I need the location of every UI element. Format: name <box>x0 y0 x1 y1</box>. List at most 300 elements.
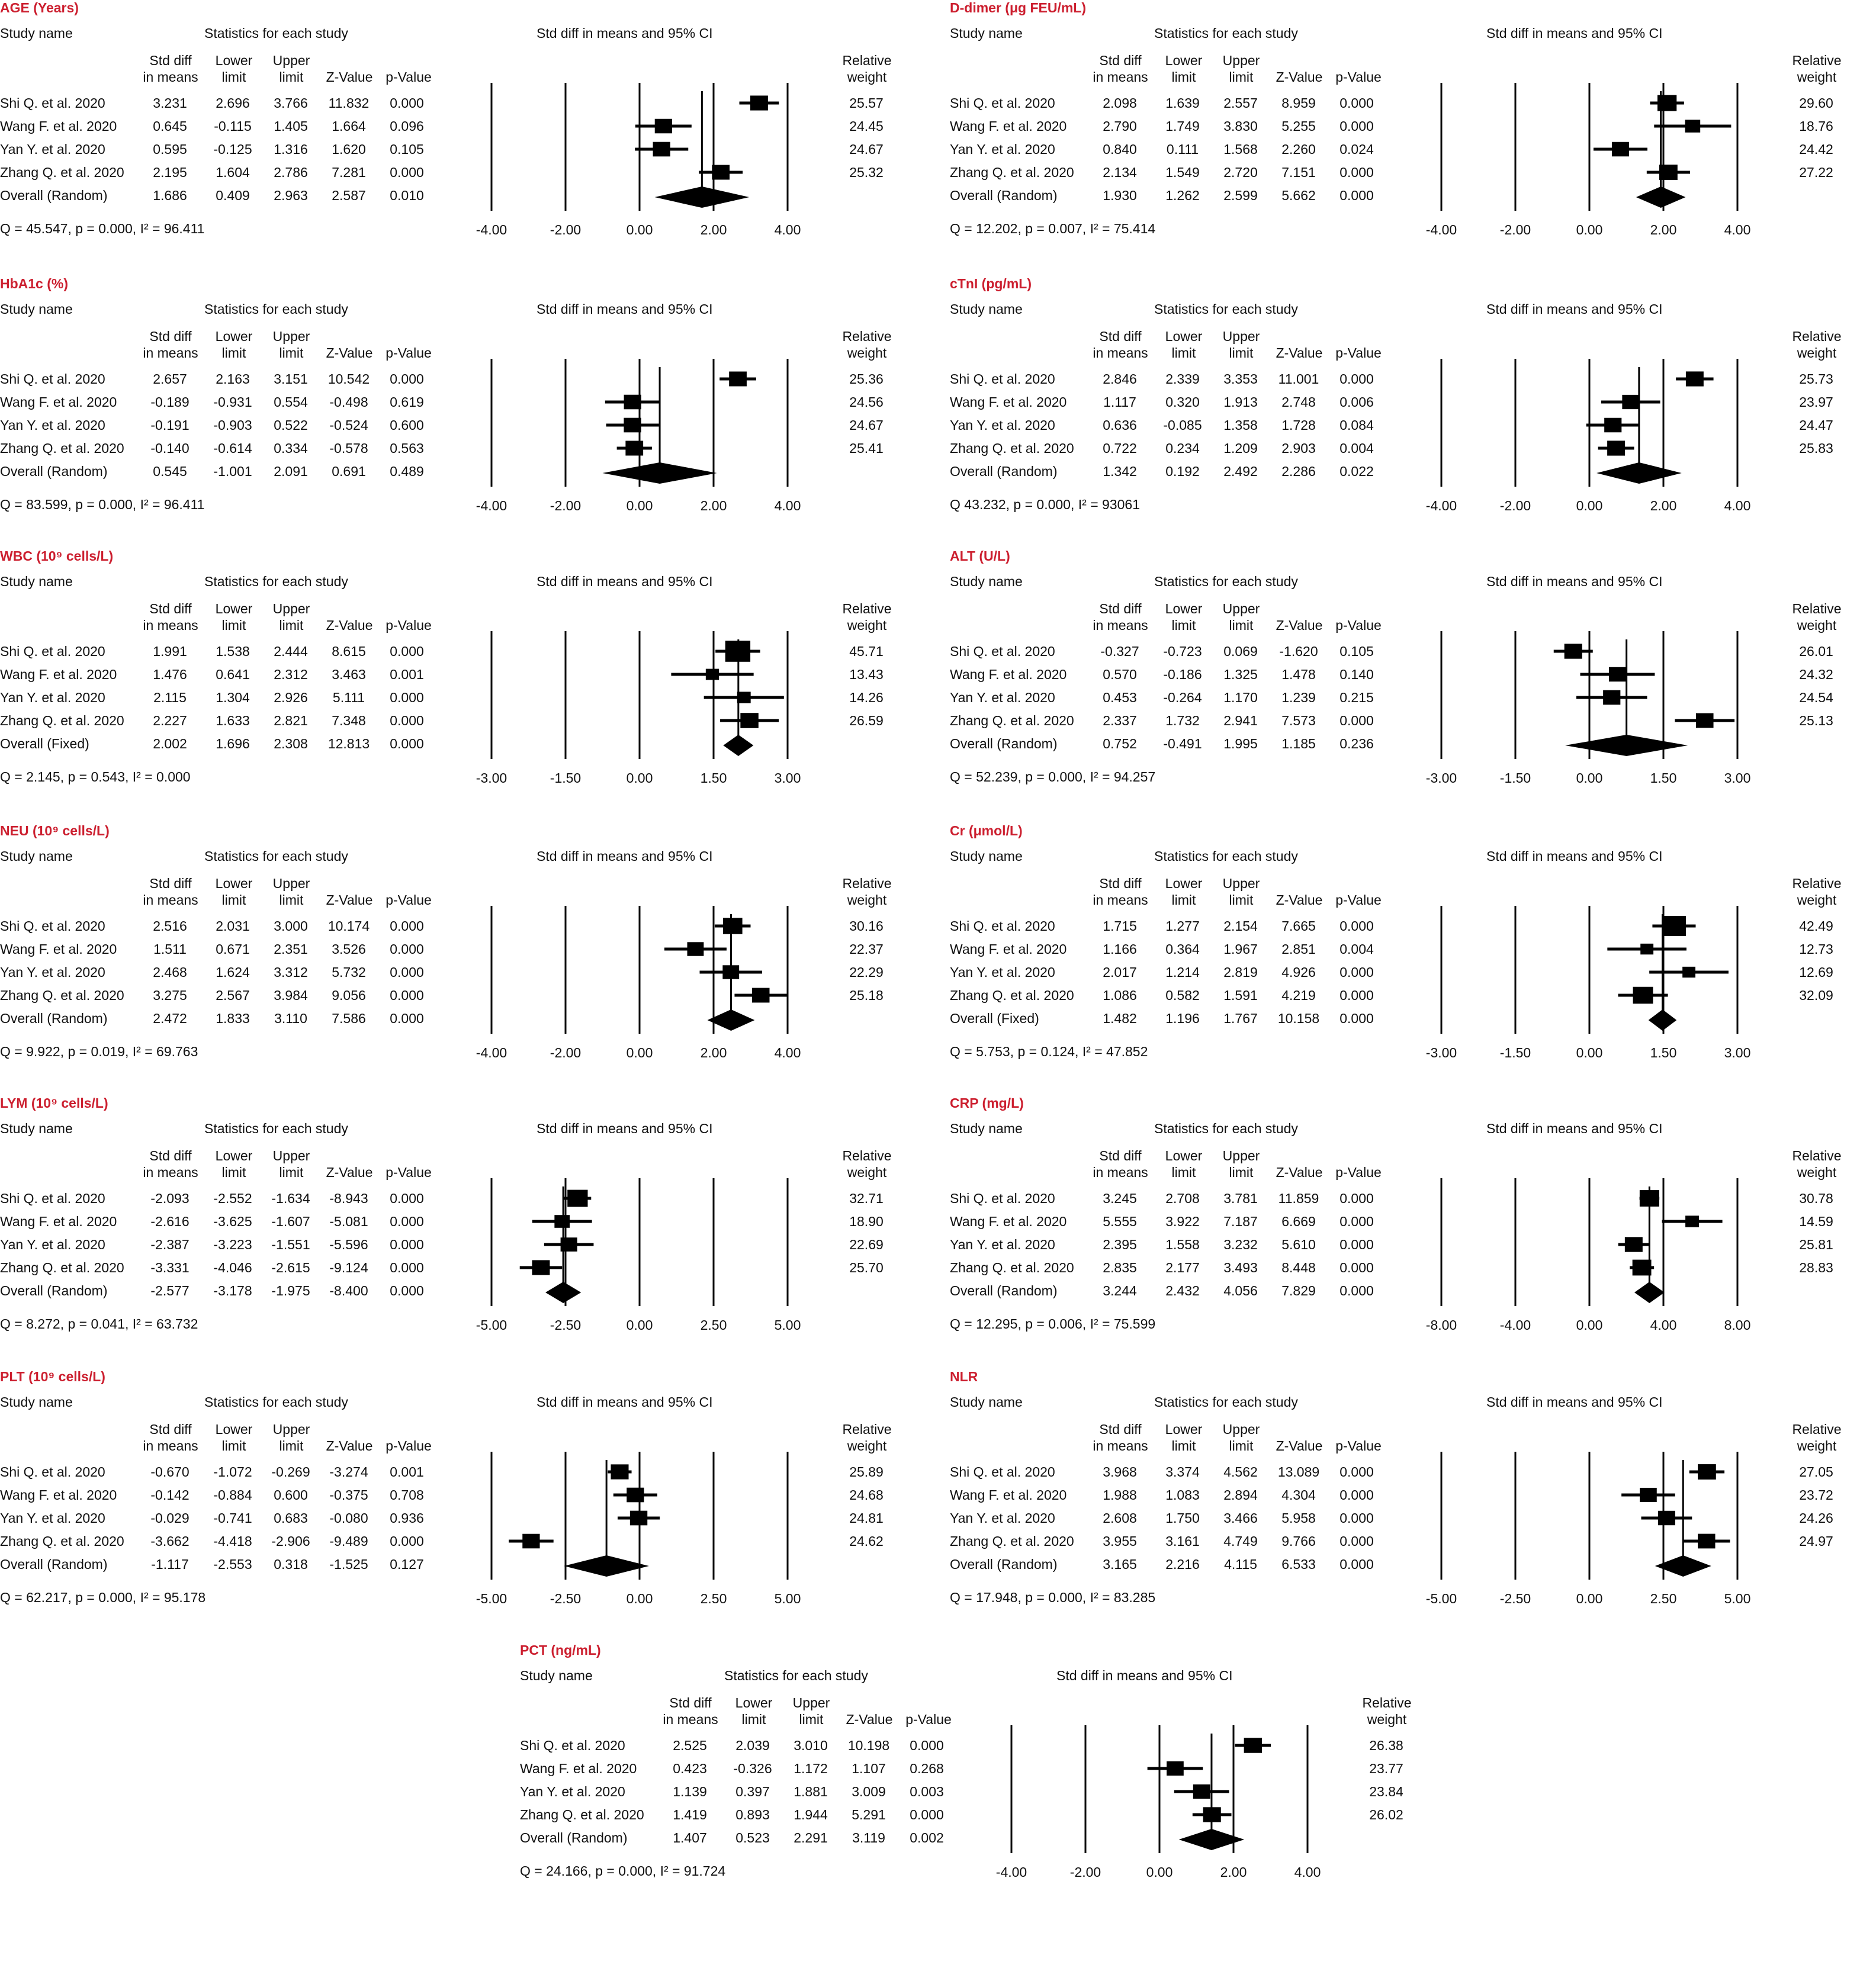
value-p: 0.000 <box>390 941 424 957</box>
value-upper: 1.881 <box>794 1784 828 1799</box>
axis-tick-label: 0.00 <box>626 1045 653 1060</box>
value-p: 0.000 <box>390 371 424 387</box>
header-statistics: Statistics for each study <box>1154 1121 1298 1136</box>
effect-size-marker <box>688 942 704 956</box>
relative-weight: 24.68 <box>849 1487 884 1503</box>
overall-diamond <box>1634 1282 1665 1303</box>
value-z: 7.151 <box>1281 165 1316 180</box>
study-name: Zhang Q. et al. 2020 <box>950 1260 1074 1275</box>
header-z-value: Z-Value <box>326 618 373 633</box>
effect-size-marker <box>624 418 641 433</box>
value-upper: 2.819 <box>1223 964 1258 980</box>
header-lower-limit: Lower <box>215 53 253 68</box>
axis-tick-label: 4.00 <box>1294 1864 1321 1880</box>
value-z: 10.174 <box>327 918 370 934</box>
value-lower: -2.552 <box>213 1191 252 1206</box>
header-relative-weight: Relative <box>1792 601 1842 616</box>
value-lower: 2.708 <box>1165 1191 1200 1206</box>
relative-weight: 25.70 <box>849 1260 884 1275</box>
relative-weight: 25.81 <box>1799 1237 1833 1252</box>
heterogeneity-stats: Q = 8.272, p = 0.041, I² = 63.732 <box>0 1316 198 1332</box>
value-z: 5.291 <box>852 1807 886 1822</box>
overall-p: 0.000 <box>1339 1557 1374 1572</box>
study-name: Yan Y. et al. 2020 <box>950 1237 1055 1252</box>
header-relative-weight: Relative <box>1792 53 1842 68</box>
header-std-diff: in means <box>1093 1165 1148 1180</box>
value-upper: 2.444 <box>274 644 308 659</box>
overall-label: Overall (Random) <box>950 1557 1058 1572</box>
overall-diamond <box>602 462 717 484</box>
effect-size-marker <box>1622 395 1639 409</box>
value-z: -9.489 <box>329 1533 368 1549</box>
axis-tick-label: -2.00 <box>550 1045 582 1060</box>
header-upper-limit: limit <box>279 618 304 633</box>
value-z: 3.009 <box>852 1784 886 1799</box>
value-z: 11.832 <box>328 95 370 111</box>
study-name: Wang F. et al. 2020 <box>0 118 117 134</box>
value-upper: 2.941 <box>1223 713 1258 728</box>
header-upper-limit: limit <box>1229 618 1254 633</box>
value-smd: -0.670 <box>150 1464 189 1480</box>
value-p: 0.001 <box>390 667 424 682</box>
value-smd: 3.968 <box>1103 1464 1137 1480</box>
value-p: 0.105 <box>390 142 424 157</box>
value-z: 11.001 <box>1278 371 1319 387</box>
axis-tick-label: -3.00 <box>1425 1045 1457 1060</box>
overall-z: 1.185 <box>1281 736 1316 751</box>
overall-label: Overall (Random) <box>520 1830 628 1845</box>
overall-z: 6.533 <box>1281 1557 1316 1572</box>
study-name: Shi Q. et al. 2020 <box>950 95 1055 111</box>
effect-size-marker <box>723 918 743 934</box>
axis-tick-label: -4.00 <box>476 1045 507 1060</box>
value-p: 0.000 <box>1339 713 1374 728</box>
overall-label: Overall (Random) <box>950 464 1058 479</box>
relative-weight: 25.18 <box>849 988 884 1003</box>
value-upper: 3.830 <box>1223 118 1258 134</box>
axis-tick-label: 2.00 <box>700 222 727 237</box>
value-smd: 1.511 <box>153 941 187 957</box>
header-statistics: Statistics for each study <box>204 25 348 41</box>
value-p: 0.000 <box>390 1533 424 1549</box>
value-p: 0.000 <box>1339 1191 1374 1206</box>
effect-size-marker <box>561 1237 577 1252</box>
study-name: Yan Y. et al. 2020 <box>950 142 1055 157</box>
value-upper: 3.781 <box>1223 1191 1258 1206</box>
value-upper: 3.000 <box>274 918 308 934</box>
panel-title: cTnI (pg/mL) <box>950 276 1032 291</box>
header-upper-limit: Upper <box>272 876 310 891</box>
effect-size-marker <box>729 372 747 387</box>
value-smd: 2.337 <box>1103 713 1137 728</box>
header-std-diff: Std diff <box>1099 601 1142 616</box>
header-std-diff: Std diff <box>1099 53 1142 68</box>
heterogeneity-stats: Q = 5.753, p = 0.124, I² = 47.852 <box>950 1044 1148 1059</box>
effect-size-marker <box>1612 142 1629 156</box>
overall-label: Overall (Random) <box>0 1557 108 1572</box>
value-upper: 2.312 <box>274 667 308 682</box>
value-p: 0.000 <box>390 988 424 1003</box>
value-z: 5.958 <box>1281 1510 1316 1526</box>
value-upper: 2.351 <box>274 941 308 957</box>
value-lower: 0.397 <box>735 1784 770 1799</box>
overall-lower: 1.262 <box>1165 188 1200 203</box>
header-upper-limit: limit <box>279 1165 304 1180</box>
overall-lower: 1.196 <box>1165 1011 1200 1026</box>
axis-tick-label: 5.00 <box>774 1317 801 1333</box>
study-name: Wang F. et al. 2020 <box>950 1487 1067 1503</box>
header-statistics: Statistics for each study <box>204 1394 348 1410</box>
axis-tick-label: 2.00 <box>1650 498 1677 513</box>
value-lower: -0.326 <box>733 1761 772 1776</box>
header-std-diff: in means <box>143 69 198 85</box>
overall-upper: 4.115 <box>1224 1557 1257 1572</box>
overall-diamond <box>1565 735 1688 756</box>
value-upper: 1.591 <box>1223 988 1258 1003</box>
axis-tick-label: 0.00 <box>626 1317 653 1333</box>
header-p-value: p-Value <box>1335 1438 1382 1454</box>
study-name: Shi Q. et al. 2020 <box>950 1464 1055 1480</box>
overall-diamond <box>723 735 753 756</box>
value-z: 8.448 <box>1281 1260 1316 1275</box>
value-lower: 1.732 <box>1165 713 1200 728</box>
overall-lower: 2.216 <box>1165 1557 1200 1572</box>
overall-lower: 0.409 <box>216 188 250 203</box>
overall-smd: 2.002 <box>153 736 187 751</box>
effect-size-marker <box>1682 967 1695 977</box>
overall-p: 0.002 <box>910 1830 944 1845</box>
study-name: Wang F. et al. 2020 <box>950 667 1067 682</box>
header-lower-limit: Lower <box>735 1695 773 1710</box>
overall-p: 0.000 <box>1339 1283 1374 1298</box>
value-smd: 2.134 <box>1103 165 1137 180</box>
panel-title: PCT (ng/mL) <box>520 1642 601 1658</box>
overall-z: 7.586 <box>332 1011 366 1026</box>
overall-z: -8.400 <box>329 1283 368 1298</box>
study-name: Yan Y. et al. 2020 <box>0 1510 105 1526</box>
axis-tick-label: 5.00 <box>1724 1591 1751 1606</box>
value-upper: -2.906 <box>271 1533 310 1549</box>
study-name: Shi Q. et al. 2020 <box>950 371 1055 387</box>
study-name: Zhang Q. et al. 2020 <box>0 440 124 456</box>
header-study-name: Study name <box>950 1121 1023 1136</box>
axis-tick-label: 2.50 <box>700 1317 727 1333</box>
effect-size-marker <box>1167 1761 1184 1776</box>
study-name: Wang F. et al. 2020 <box>950 118 1067 134</box>
header-std-diff: in means <box>143 892 198 908</box>
header-p-value: p-Value <box>386 1165 432 1180</box>
value-upper: 1.172 <box>794 1761 828 1776</box>
value-lower: 2.567 <box>216 988 250 1003</box>
value-upper: 2.786 <box>274 165 308 180</box>
study-name: Shi Q. et al. 2020 <box>0 644 105 659</box>
header-upper-limit: Upper <box>272 601 310 616</box>
study-name: Yan Y. et al. 2020 <box>950 964 1055 980</box>
overall-p: 0.236 <box>1339 736 1374 751</box>
value-z: 6.669 <box>1281 1214 1316 1229</box>
overall-label: Overall (Random) <box>950 736 1058 751</box>
axis-tick-label: -3.00 <box>1425 770 1457 786</box>
relative-weight: 25.32 <box>849 165 884 180</box>
panel-title: LYM (10⁹ cells/L) <box>0 1095 108 1111</box>
effect-size-marker <box>1565 644 1582 658</box>
effect-size-marker <box>722 965 739 979</box>
header-relative-weight: Relative <box>1792 329 1842 344</box>
relative-weight: 24.47 <box>1799 417 1833 433</box>
value-lower: -0.614 <box>213 440 252 456</box>
effect-size-marker <box>1604 418 1621 433</box>
value-lower: 1.304 <box>216 690 250 705</box>
value-p: 0.000 <box>1339 95 1374 111</box>
value-upper: 3.466 <box>1223 1510 1258 1526</box>
heterogeneity-stats: Q = 83.599, p = 0.000, I² = 96.411 <box>0 497 205 512</box>
value-upper: 2.720 <box>1223 165 1258 180</box>
panel-ctni <box>950 276 1874 548</box>
value-smd: 0.453 <box>1103 690 1137 705</box>
axis-tick-label: -2.00 <box>1499 498 1531 513</box>
relative-weight: 12.69 <box>1799 964 1833 980</box>
overall-diamond <box>1596 462 1682 484</box>
value-z: 3.526 <box>332 941 366 957</box>
axis-tick-label: 3.00 <box>1724 770 1751 786</box>
header-std-diff: Std diff <box>149 1422 192 1437</box>
header-study-name: Study name <box>0 25 73 41</box>
effect-size-marker <box>706 669 719 680</box>
value-p: 0.215 <box>1339 690 1374 705</box>
value-p: 0.000 <box>1339 371 1374 387</box>
value-p: 0.000 <box>1339 1237 1374 1252</box>
header-lower-limit: Lower <box>1165 1422 1203 1437</box>
effect-size-marker <box>1698 1534 1715 1549</box>
value-p: 0.000 <box>1339 1260 1374 1275</box>
header-lower-limit: limit <box>221 345 246 361</box>
axis-tick-label: -2.50 <box>550 1591 582 1606</box>
header-lower-limit: Lower <box>215 876 253 891</box>
study-name: Zhang Q. et al. 2020 <box>950 988 1074 1003</box>
header-relative-weight: Relative <box>842 1422 892 1437</box>
overall-lower: -0.491 <box>1163 736 1202 751</box>
value-smd: -2.616 <box>150 1214 189 1229</box>
header-statistics: Statistics for each study <box>1154 1394 1298 1410</box>
axis-tick-label: 5.00 <box>774 1591 801 1606</box>
value-smd: 2.608 <box>1103 1510 1137 1526</box>
value-smd: 0.722 <box>1103 440 1137 456</box>
heterogeneity-stats: Q = 24.166, p = 0.000, I² = 91.724 <box>520 1863 726 1879</box>
overall-upper: 1.767 <box>1223 1011 1258 1026</box>
overall-lower: 1.696 <box>216 736 250 751</box>
header-p-value: p-Value <box>386 618 432 633</box>
value-lower: 3.161 <box>1165 1533 1200 1549</box>
overall-diamond <box>708 1009 755 1031</box>
value-p: 0.000 <box>1339 165 1374 180</box>
header-std-diff: Std diff <box>1099 1422 1142 1437</box>
value-z: 2.260 <box>1281 142 1316 157</box>
header-ci: Std diff in means and 95% CI <box>537 25 713 41</box>
effect-size-marker <box>567 1190 587 1207</box>
value-smd: -3.331 <box>150 1260 189 1275</box>
value-z: 1.107 <box>852 1761 886 1776</box>
value-lower: 3.922 <box>1165 1214 1200 1229</box>
panel-title: PLT (10⁹ cells/L) <box>0 1369 105 1384</box>
value-upper: 1.170 <box>1223 690 1258 705</box>
panel-wbc <box>0 548 924 821</box>
header-p-value: p-Value <box>386 892 432 908</box>
value-smd: -0.142 <box>150 1487 189 1503</box>
header-upper-limit: Upper <box>1222 1148 1260 1163</box>
relative-weight: 24.26 <box>1799 1510 1833 1526</box>
value-lower: -0.741 <box>213 1510 252 1526</box>
header-ci: Std diff in means and 95% CI <box>537 574 713 589</box>
axis-tick-label: -1.50 <box>550 770 582 786</box>
heterogeneity-stats: Q 43.232, p = 0.000, I² = 93061 <box>950 497 1140 512</box>
header-study-name: Study name <box>950 848 1023 864</box>
value-upper: 3.312 <box>274 964 308 980</box>
study-name: Yan Y. et al. 2020 <box>520 1784 625 1799</box>
value-lower: 0.364 <box>1165 941 1200 957</box>
relative-weight: 42.49 <box>1799 918 1833 934</box>
value-z: 1.728 <box>1281 417 1316 433</box>
header-study-name: Study name <box>950 574 1023 589</box>
value-upper: 3.151 <box>274 371 308 387</box>
panel-nlr <box>950 1369 1874 1641</box>
effect-size-marker <box>1696 713 1714 728</box>
value-p: 0.140 <box>1339 667 1374 682</box>
panel-plt <box>0 1369 924 1641</box>
header-lower-limit: Lower <box>1165 601 1203 616</box>
value-smd: 1.715 <box>1103 918 1137 934</box>
effect-size-marker <box>1607 440 1625 455</box>
effect-size-marker <box>1640 1190 1659 1207</box>
header-p-value: p-Value <box>1335 1165 1382 1180</box>
axis-tick-label: 2.00 <box>1220 1864 1247 1880</box>
relative-weight: 32.71 <box>849 1191 884 1206</box>
header-z-value: Z-Value <box>326 69 373 85</box>
value-p: 0.105 <box>1339 644 1374 659</box>
header-relative-weight: weight <box>847 1165 887 1180</box>
overall-p: 0.010 <box>390 188 424 203</box>
value-upper: 2.821 <box>274 713 308 728</box>
panel-title: NLR <box>950 1369 978 1384</box>
value-z: 7.281 <box>332 165 366 180</box>
panel-neu <box>0 823 924 1095</box>
value-upper: 3.493 <box>1223 1260 1258 1275</box>
header-std-diff: Std diff <box>149 601 192 616</box>
effect-size-marker <box>1633 987 1653 1004</box>
panel-alt <box>950 548 1874 821</box>
effect-size-marker <box>1685 1215 1699 1227</box>
value-smd: 2.395 <box>1103 1237 1137 1252</box>
header-relative-weight: weight <box>1797 1438 1837 1454</box>
effect-size-marker <box>1640 944 1653 954</box>
study-name: Yan Y. et al. 2020 <box>0 690 105 705</box>
value-lower: -1.072 <box>213 1464 252 1480</box>
effect-size-marker <box>1633 1260 1652 1276</box>
relative-weight: 30.78 <box>1799 1191 1833 1206</box>
value-upper: 0.683 <box>274 1510 308 1526</box>
header-std-diff: in means <box>1093 618 1148 633</box>
header-lower-limit: limit <box>221 892 246 908</box>
header-study-name: Study name <box>950 1394 1023 1410</box>
header-p-value: p-Value <box>1335 618 1382 633</box>
value-smd: -0.191 <box>150 417 189 433</box>
value-z: 4.926 <box>1281 964 1316 980</box>
value-lower: 0.320 <box>1165 394 1200 410</box>
value-p: 0.096 <box>390 118 424 134</box>
value-upper: 3.232 <box>1223 1237 1258 1252</box>
header-relative-weight: weight <box>847 892 887 908</box>
axis-tick-label: -2.00 <box>550 498 582 513</box>
header-lower-limit: Lower <box>215 1148 253 1163</box>
value-lower: -0.186 <box>1163 667 1202 682</box>
header-relative-weight: weight <box>1797 69 1837 85</box>
effect-size-marker <box>1193 1784 1210 1799</box>
value-lower: 2.339 <box>1165 371 1200 387</box>
header-p-value: p-Value <box>1335 892 1382 908</box>
effect-size-marker <box>1659 165 1678 180</box>
relative-weight: 25.36 <box>849 371 884 387</box>
axis-tick-label: 2.50 <box>1650 1591 1677 1606</box>
value-upper: 1.944 <box>794 1807 828 1822</box>
value-p: 0.000 <box>910 1807 944 1822</box>
header-relative-weight: Relative <box>1792 1148 1842 1163</box>
relative-weight: 24.67 <box>849 142 884 157</box>
axis-tick-label: 4.00 <box>1724 498 1751 513</box>
axis-tick-label: -1.50 <box>1499 770 1531 786</box>
header-relative-weight: weight <box>1797 1165 1837 1180</box>
value-p: 0.000 <box>390 1191 424 1206</box>
overall-diamond <box>564 1555 649 1577</box>
header-upper-limit: limit <box>279 1438 304 1454</box>
overall-upper: 3.110 <box>274 1011 307 1026</box>
heterogeneity-stats: Q = 12.202, p = 0.007, I² = 75.414 <box>950 221 1156 236</box>
overall-z: 5.662 <box>1281 188 1316 203</box>
panel-title: WBC (10⁹ cells/L) <box>0 548 114 564</box>
effect-size-marker <box>522 1534 539 1549</box>
heterogeneity-stats: Q = 52.239, p = 0.000, I² = 94.257 <box>950 769 1156 784</box>
overall-label: Overall (Fixed) <box>0 736 89 751</box>
study-name: Wang F. et al. 2020 <box>0 394 117 410</box>
panel-hba1c <box>0 276 924 548</box>
value-smd: 2.790 <box>1103 118 1137 134</box>
relative-weight: 24.45 <box>849 118 884 134</box>
value-smd: 2.098 <box>1103 95 1137 111</box>
overall-p: 0.000 <box>1339 188 1374 203</box>
study-name: Zhang Q. et al. 2020 <box>0 1533 124 1549</box>
value-smd: 0.595 <box>153 142 187 157</box>
effect-size-marker <box>1658 1511 1675 1525</box>
heterogeneity-stats: Q = 12.295, p = 0.006, I² = 75.599 <box>950 1316 1156 1332</box>
header-lower-limit: Lower <box>215 329 253 344</box>
axis-tick-label: 4.00 <box>774 498 801 513</box>
value-smd: -0.029 <box>150 1510 189 1526</box>
value-upper: 1.358 <box>1223 417 1258 433</box>
value-z: 2.903 <box>1281 440 1316 456</box>
overall-upper: 2.599 <box>1223 188 1258 203</box>
value-upper: 1.405 <box>274 118 308 134</box>
overall-smd: 3.244 <box>1103 1283 1137 1298</box>
header-lower-limit: limit <box>1171 892 1196 908</box>
study-name: Wang F. et al. 2020 <box>0 1487 117 1503</box>
axis-tick-label: 2.00 <box>1650 222 1677 237</box>
heterogeneity-stats: Q = 62.217, p = 0.000, I² = 95.178 <box>0 1590 206 1605</box>
value-upper: 0.554 <box>274 394 308 410</box>
header-lower-limit: limit <box>1171 618 1196 633</box>
relative-weight: 26.38 <box>1369 1738 1403 1753</box>
header-relative-weight: Relative <box>842 53 892 68</box>
value-smd: 0.840 <box>1103 142 1137 157</box>
value-p: 0.708 <box>390 1487 424 1503</box>
axis-tick-label: -2.50 <box>550 1317 582 1333</box>
